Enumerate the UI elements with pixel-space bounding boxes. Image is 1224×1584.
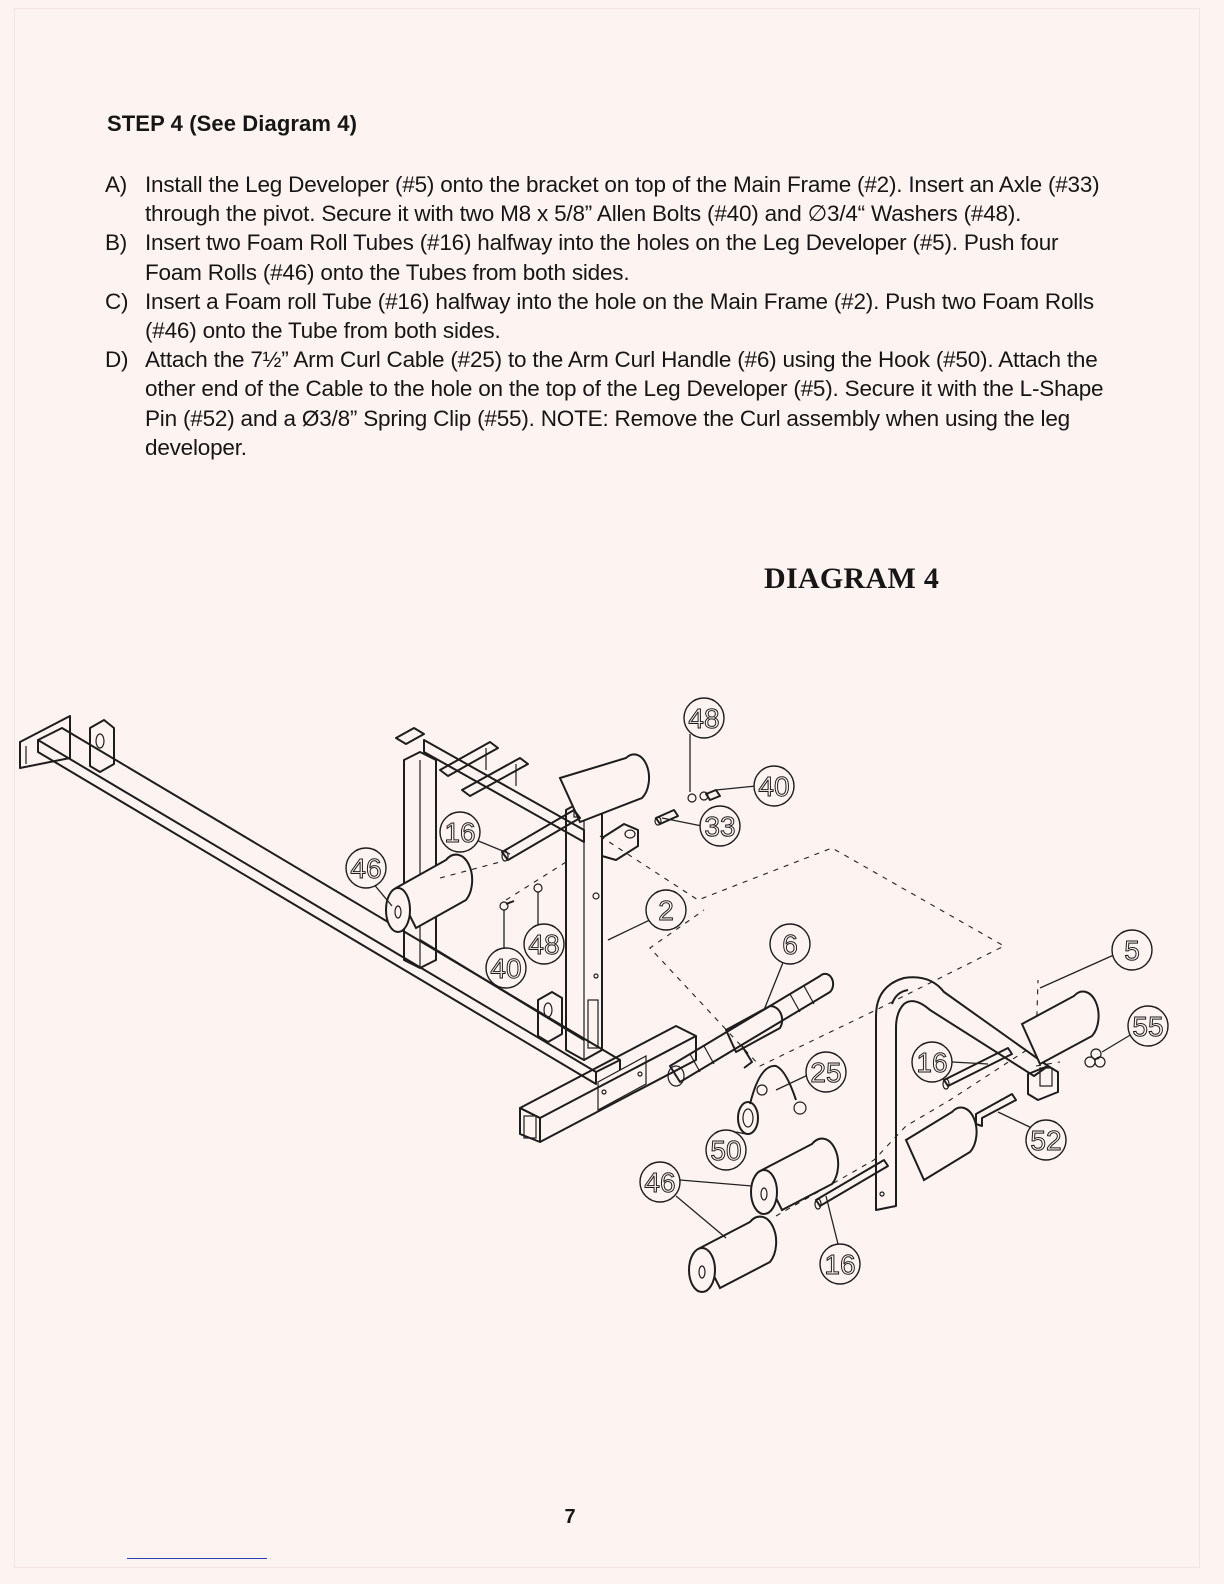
callout-hook (706, 1130, 746, 1170)
frame-foam-roll-top (560, 754, 649, 822)
axle-part (655, 810, 678, 825)
bolt-low-part (500, 901, 514, 910)
callout-label: 40 (490, 953, 522, 984)
callout-rolls-low (640, 1162, 680, 1202)
arm-curl-cable-part (750, 1066, 806, 1114)
callout-main-frame (646, 890, 686, 930)
callout-label: 40 (758, 771, 790, 802)
callout-washer-low (524, 924, 564, 964)
callout-label: 16 (824, 1249, 856, 1280)
callout-bolt-low (486, 948, 526, 988)
callout-label: 5 (1124, 935, 1140, 966)
step-title: STEP 4 (See Diagram 4) (107, 111, 358, 136)
callout-label: 50 (710, 1135, 742, 1166)
main-frame-beam (20, 716, 620, 1084)
dashed-guide-bolts (506, 862, 566, 900)
callout-label: 25 (810, 1057, 842, 1088)
callout-label: 46 (350, 853, 382, 884)
dev-foam-roll-upper (1022, 992, 1099, 1064)
leader-lines (372, 734, 1132, 1244)
instruction-text: Insert two Foam Roll Tubes (#16) halfway into the holes on the Leg Developer (#5). Push four Foam Rolls (#46) onto the Tubes from both sides. (145, 230, 1059, 285)
callout-washer-top (684, 698, 724, 738)
callout-bolt-top (754, 766, 794, 806)
dev-tube-upper (943, 1048, 1012, 1089)
callout-tube-dev-upper (912, 1042, 952, 1082)
main-frame-upright (566, 792, 638, 1060)
callout-leg-developer (1112, 930, 1152, 970)
instruction-text: Attach the 7½” Arm Curl Cable (#25) to the Arm Curl Handle (#6) using the Hook (#50). Attach the other end of the Cable to the hole on the top of the Leg Developer (#5). Secure it with the L-Shape Pin (#52) and a Ø3/8” Spring Clip (#55). NOTE: Remove the Curl assembly when using the leg developer. (145, 347, 1104, 460)
callout-cable (806, 1052, 846, 1092)
instruction-text: Insert a Foam roll Tube (#16) halfway into the hole on the Main Frame (#2). Push two Foam Rolls (#46) onto the Tube from both sides. (145, 288, 1094, 344)
leg-developer-part (876, 977, 1058, 1210)
callout-label: 16 (916, 1047, 948, 1078)
instruction-letter: B) (105, 230, 128, 256)
washer-top-part (688, 794, 696, 802)
washer-low-part (534, 884, 542, 892)
instruction-d (105, 345, 1115, 462)
callout-handle (770, 924, 810, 964)
callout-label: 52 (1030, 1125, 1062, 1156)
instruction-b (105, 228, 1115, 286)
callout-tube-frame (440, 812, 480, 852)
callout-axle (700, 806, 740, 846)
instruction-a (105, 170, 1115, 228)
callout-roll-frame (346, 848, 386, 888)
hook-part (738, 1102, 758, 1134)
instruction-letter: A) (105, 172, 128, 197)
callout-label: 33 (704, 811, 736, 842)
instruction-letter: C) (105, 288, 129, 314)
callout-label: 55 (1132, 1011, 1164, 1042)
callout-label: 6 (782, 929, 798, 960)
frame-foam-roll-rear (386, 855, 472, 932)
bolt-top-part (700, 790, 720, 800)
loose-foam-roll-2 (689, 1217, 776, 1292)
instruction-list (105, 170, 1115, 462)
callout-label: 16 (444, 817, 476, 848)
instruction-letter: D) (105, 347, 129, 373)
instruction-c (105, 287, 1115, 345)
diagram-title: DIAGRAM 4 (764, 562, 940, 595)
frame-lower-bracket (538, 992, 562, 1042)
callout-label: 48 (528, 929, 560, 960)
l-shape-pin-part (976, 1094, 1016, 1126)
page-number: 7 (564, 1506, 576, 1528)
callout-tube-dev-lower (820, 1244, 860, 1284)
callout-label: 2 (658, 895, 674, 926)
assembly-diagram (0, 690, 1224, 1310)
footer-rule (127, 1558, 267, 1559)
callout-pin (1026, 1120, 1066, 1160)
callout-spring-clip (1128, 1006, 1168, 1046)
callout-label: 48 (688, 703, 720, 734)
dev-foam-roll-lower (906, 1108, 977, 1180)
instruction-text: Install the Leg Developer (#5) onto the bracket on top of the Main Frame (#2). Insert an Axle (#33) through the pivot. Secure it with two M8 x 5/8” Allen Bolts (#40) and ∅3/4“ Washers (#48). (145, 172, 1100, 227)
callout-label: 46 (644, 1167, 676, 1198)
